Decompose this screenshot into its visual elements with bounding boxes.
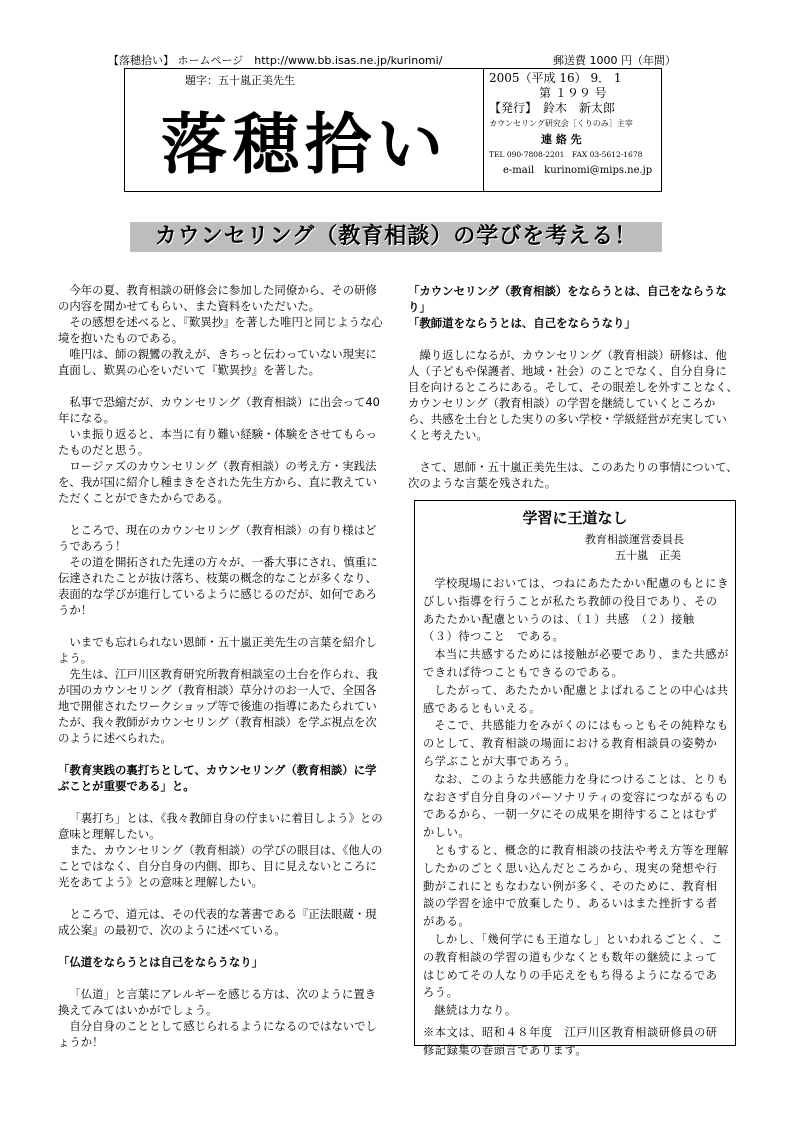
box-author-name: 五十嵐 正美 [615,549,681,562]
paragraph: 唯円は、師の親鸞の教えが、きちっと伝わっていない現実に直面し、歎異の心をいだいて『歎異抄』を著した。 [58,347,377,377]
box-title: 学習に王道なし [522,509,628,527]
issue-date: 2005（平成 16） 9． 1 [489,71,622,85]
paragraph: 先生は、江戸川区教育研究所教育相談室の土台を作られ、我が国のカウンセリング（教育相談）草分けのお一人で、全国各地で開催されたワークショップ等で後進の指導にあたられていたが、我々教師がカウンセリング（教育相談）を学ぶ視点を次のように述べられた。 [58,667,378,745]
quote-bold: 「教育実践の裏打ちとして、カウンセリング（教育相談）に学ぶことが重要である」と。 [58,763,377,793]
paragraph: その感想を述べると、『歎異抄』を著した唯円と同じような心境を抱いたものである。 [58,315,383,345]
paragraph: ロージァズのカウンセリング（教育相談）の考え方・実践法を、我が国に紹介し種まきをされた先生方から、直に教えていただくことができたからである。 [58,459,377,505]
box-paragraph: ともすると、概念的に教育相談の技法や考え方等を理解したかのごとく思い込んだところから、現実の発想や行動がこれにともなわない例が多く、そのために、教育相談の学習を途中で放棄したり、あるいはまた挫折する者がある。 [423,843,729,929]
paragraph: 自分自身のこととして感じられるようになるのではないでしょうか！ [58,1019,377,1049]
box-paragraph: 本当に共感するためには接触が必要であり、また共感ができれば待つこともできるのである。 [423,648,729,679]
paragraph: いまでも忘れられない恩師・五十嵐正美先生の言葉を紹介しよう。 [58,635,377,665]
box-paragraph: そこで、共感能力をみがくのにはもっともその純粋なものとして、教育相談の場面における教育相談員の姿勢から学ぶことが大事であろう。 [423,719,729,768]
box-paragraph: したがって、あたたかい配慮とよばれることの中心は共感であるともいえる。 [423,683,729,715]
publisher: 【発行】 鈴木 新太郎 [489,101,616,115]
logo-text: 落穂拾い [161,105,449,183]
paragraph: 「裏打ち」とは、《我々教師自身の佇まいに着目しよう》との意味と理解したい。 [58,811,383,841]
box-paragraph: 学校現場においては、つねにあたたかい配慮のもとにきびしい指導を行うことが私たち教師の役目であり、そのあたたかい配慮というのは、（１）共感 （２）接触 （３）待つこと である。 [423,577,729,644]
masthead [124,68,662,192]
paragraph: 「仏道」と言葉にアレルギーを感じる方は、次のように置き換えてみてはいかがでしょう。 [58,987,377,1017]
top-info-line [108,52,708,68]
organization: カウンセリング研究会［くりのみ］主宰 [489,119,633,128]
paragraph: 私事で恐縮だが、カウンセリング（教育相談）に出会って40年になる。 [58,395,380,425]
paragraph: ところで、道元は、その代表的な著書である『正法眼蔵・現成公案』の最初で、次のように述べている。 [58,907,377,937]
paragraph: 繰り返しになるが、カウンセリング（教育相談）研修は、他人（子どもや保護者、地域・社会）のことでなく、自分自身に目を向けるところにある。そして、その眼差しを外すことなく、カウンセリング（教育相談）の学習を継続していくところから、共感を土台とした実りの多い学校・学級経営が充実していくと考えたい。 [408,348,738,442]
right-column [408,283,738,491]
paragraph: また、カウンセリング（教育相談）の学びの眼目は、《他人のことではなく、自分自身の内側、即ち、目に見えないところに光をあてよう》との意味と理解したい。 [58,843,383,889]
quote-bold: 「仏道をならうとは自己をならうなり」 [58,955,264,969]
paragraph: さて、恩師・五十嵐正美先生は、このあたりの事情について、次のような言葉を残された。 [408,460,738,490]
headline: カウンセリング（教育相談）の学びを考える！ [130,222,662,252]
email: e-mail kurinomi@mips.ne.jp [503,165,653,176]
tel-fax: TEL 090-7808-2201 FAX 03-5612-1678 [489,150,643,159]
quote-bold: 「教師道をならうとは、自己をならうなり」 [408,316,636,330]
paragraph: 今年の夏、教育相談の研修会に参加した同僚から、その研修の内容を聞かせてもらい、また資料をいただいた。 [58,283,377,313]
contact-label: 連 絡 先 [541,133,582,146]
calligraphy-credit: 題字：五十嵐正美先生 [185,74,295,87]
paragraph: いま振り返ると、本当に有り難い経験・体験をさせてもらったものだと思う。 [58,427,377,457]
quote-bold: 「カウンセリング（教育相談）をならうとは、自己をならうなり」 [408,284,727,314]
box-author-org: 教育相談運営委員長 [585,533,684,546]
quote-box [414,500,736,1057]
box-paragraph: しかし、「幾何学にも王道なし」といわれるごとく、この教育相談の学習の道も少なくとも数年の継続によってはじめてその人なりの手応えをもち得るようになるであろう。 [423,932,724,1000]
subscription-fee: 郵送費 1000 円（年間） [553,54,676,67]
box-paragraph: なお、このような共感能力を身につけることは、とりもなおさず自分自身のパーソナリティの変容につながるものであるから、一朝一夕にその成果を期待することはむずかしい。 [423,772,729,840]
paragraph: その道を開拓された先達の方々が、一番大事にされ、慎重に伝達されたことが抜け落ち、枝葉の概念的なことが多くなり、表面的な学びが進行しているように感じるのだが、如何であろうか！ [58,555,378,617]
box-paragraph: 継続は力なり。 [434,1004,517,1018]
masthead-divider [483,69,484,191]
box-footnote: ※本文は、昭和４８年度 江戸川区教育相談研修員の研修記録集の巻頭言であります。 [423,1025,718,1057]
box-body [423,575,729,1060]
issue-number: 第 １９９ 号 [539,86,607,100]
homepage-text: 【落穂拾い】 ホームページ http://www.bb.isas.ne.jp/kurinomi/ [108,54,443,67]
paragraph: ところで、現在のカウンセリング（教育相談）の有り様はどうであろう！ [58,523,377,553]
issue-info [489,71,659,179]
masthead-calligraphy-logo [135,91,475,186]
left-column [58,282,386,1050]
